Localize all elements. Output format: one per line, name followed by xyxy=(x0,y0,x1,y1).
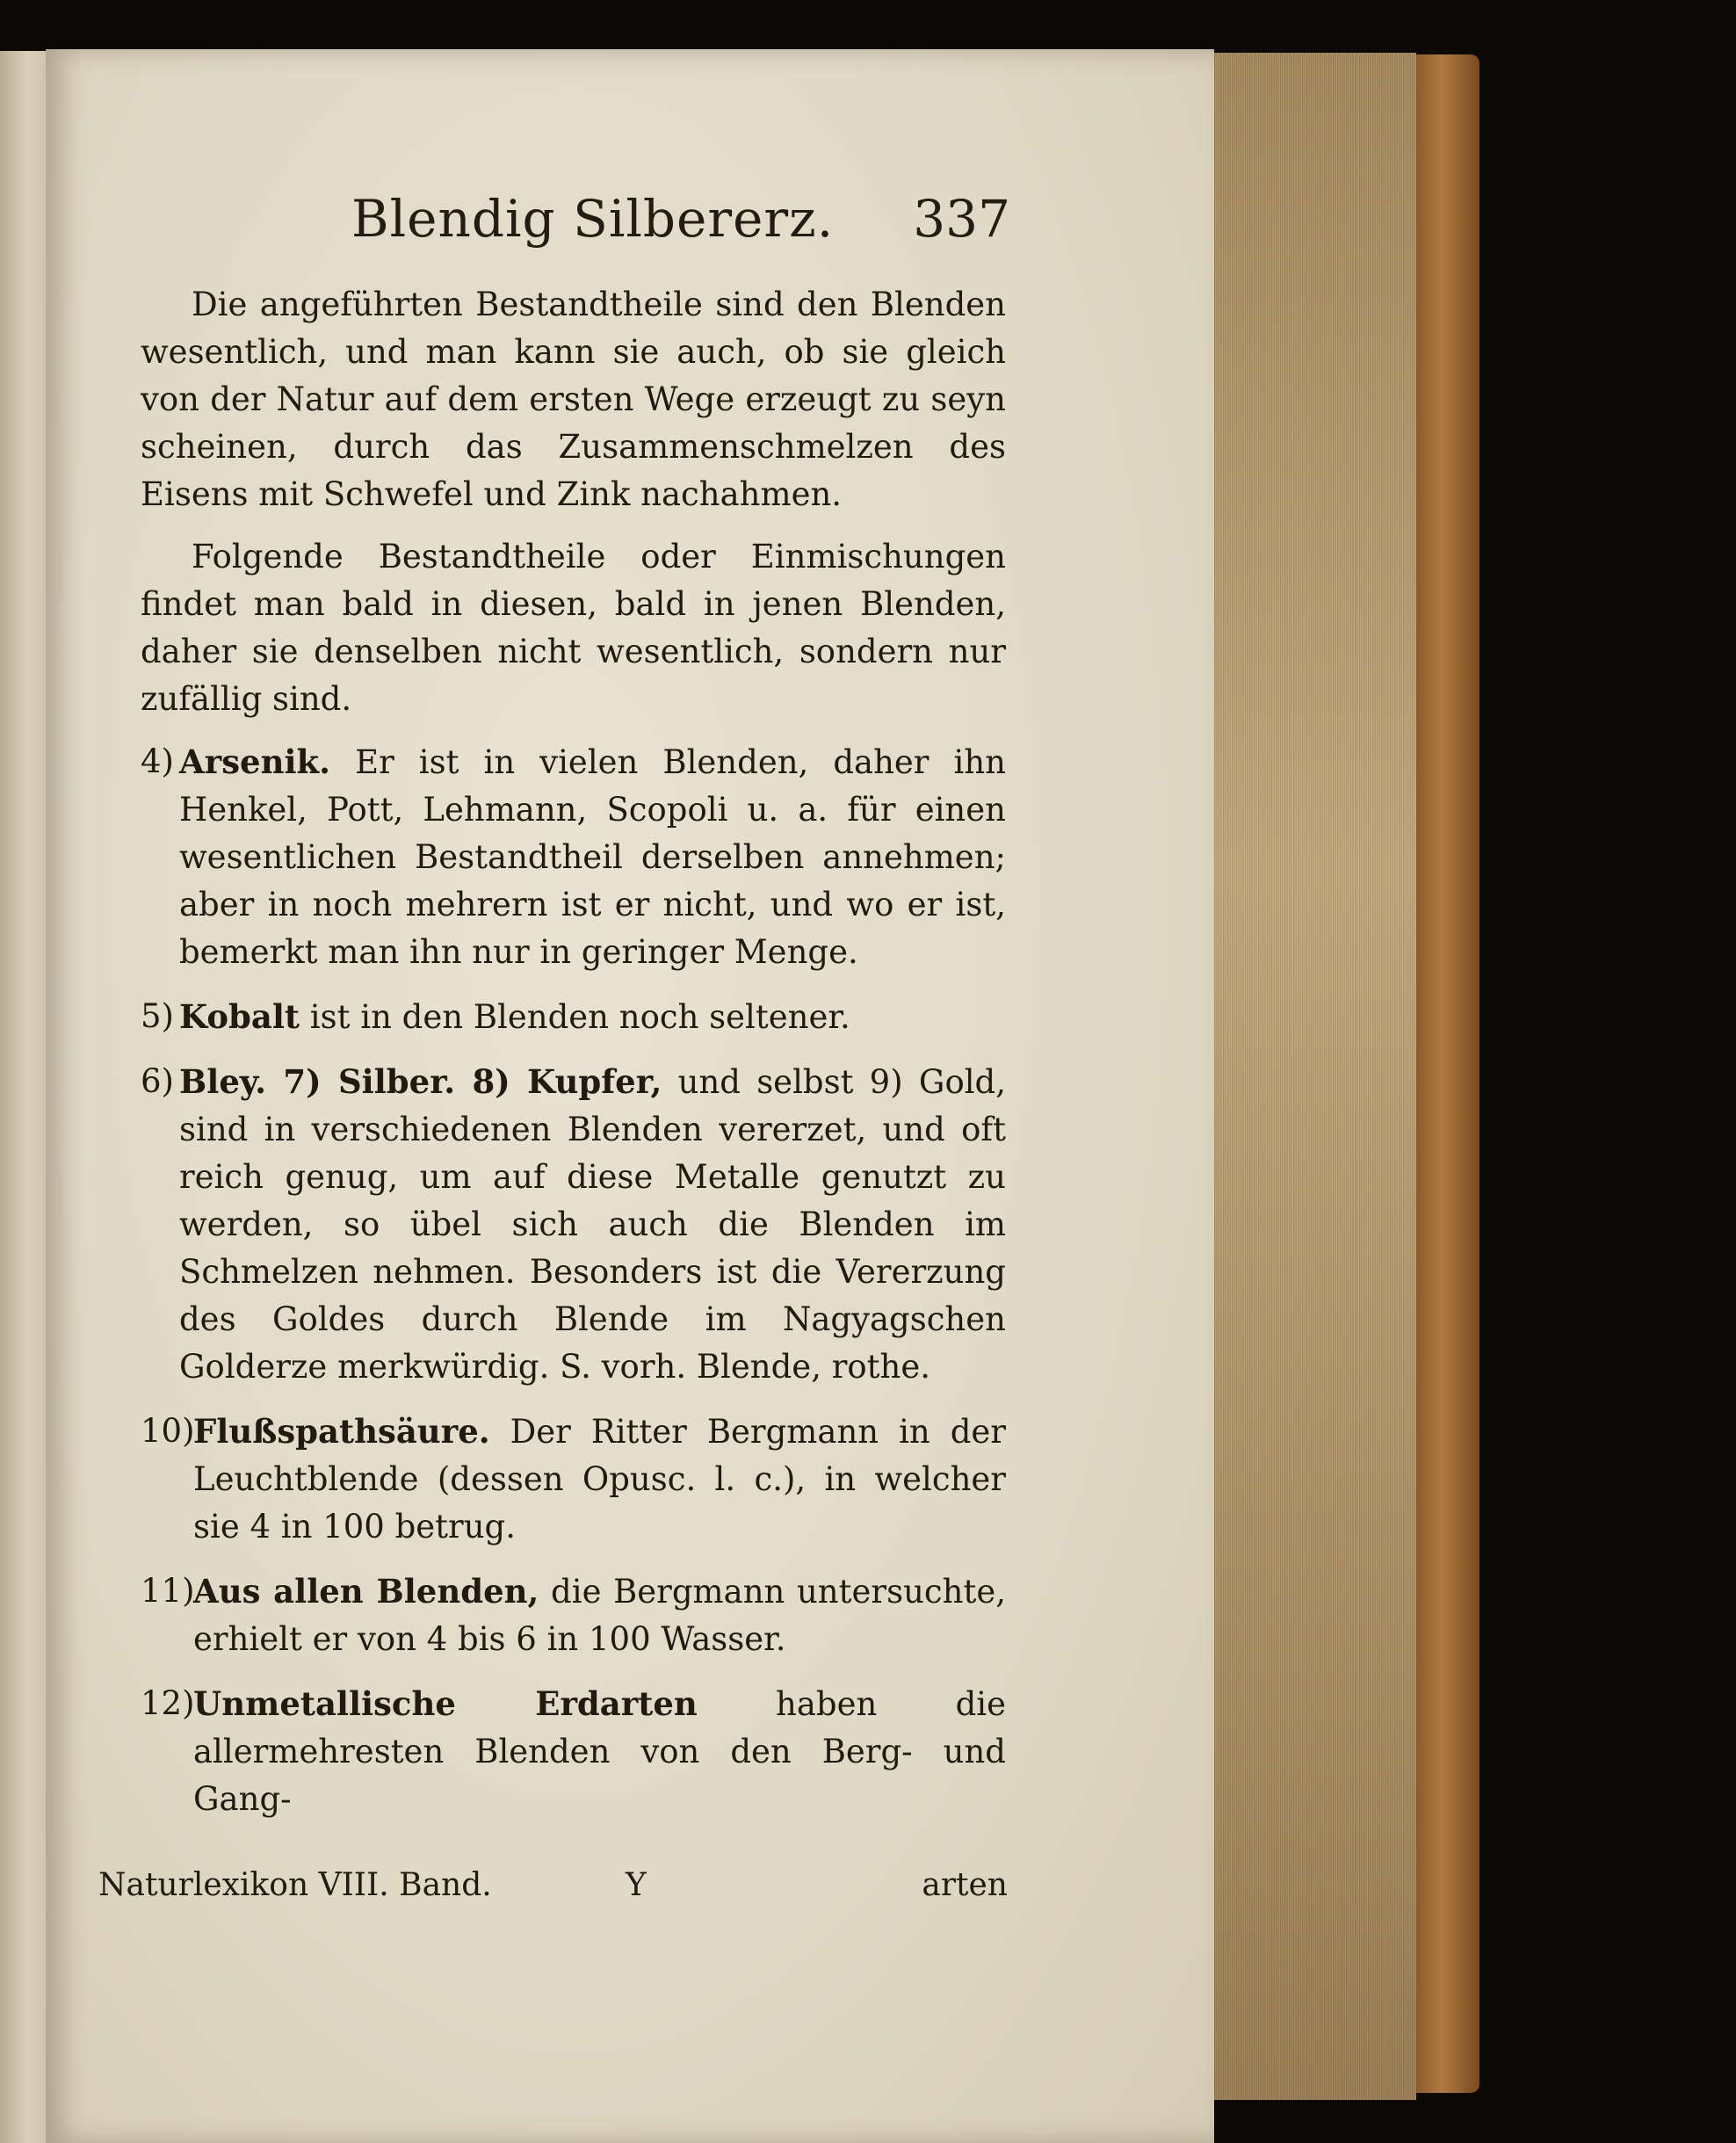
signature-title: Naturlexikon VIII. Band. xyxy=(98,1867,492,1903)
item-number: 6) xyxy=(141,1062,174,1100)
signature-mark: Y xyxy=(626,1867,647,1903)
item-text xyxy=(179,1058,1006,1391)
item-number: 5) xyxy=(141,997,174,1035)
page-header xyxy=(351,189,1010,259)
list-item xyxy=(141,1408,1006,1551)
item-text xyxy=(179,993,1006,1041)
item-text xyxy=(193,1567,1006,1663)
paragraph: Folgende Bestandtheile oder Einmischungen findet man bald in diesen, bald in jenen Blenden, daher sie denselben nicht wesentlich, sondern nur zufällig sind. xyxy=(141,538,1006,718)
item-text xyxy=(193,1408,1006,1551)
item-number: 12) xyxy=(141,1684,195,1722)
item-number: 4) xyxy=(141,742,174,780)
page-number: 337 xyxy=(913,189,1010,249)
catchword: arten xyxy=(922,1867,1008,1903)
paragraph: Die angeführten Bestandtheile sind den Blenden wesentlich, und man kann sie auch, ob sie gleich von der Natur auf dem ersten Wege erzeugt zu seyn scheinen, durch das Zusammenschmelzen des Eisens mit Schwefel und Zink nachahmen. xyxy=(141,286,1006,513)
item-heading: Unmetallische Erdarten xyxy=(193,1684,698,1723)
item-body: die Bergmann untersuchte, erhielt er von 4 bis 6 in 100 Wasser. xyxy=(193,1573,1006,1658)
item-number: 10) xyxy=(141,1412,195,1450)
item-body: ist in den Blenden noch seltener. xyxy=(309,998,850,1036)
item-number: 11) xyxy=(141,1572,195,1610)
item-body: und selbst 9) Gold, sind in verschiedenen Blenden vererzet, und oft reich genug, um auf diese Metalle genutzt zu werden, so übel sich auch die Blenden im Schmelzen nehmen. Besonders ist die Vererzung des Goldes durch Blende im Nagyagschen Golderze merkwürdig. S. vorh. Blende, rothe. xyxy=(179,1063,1007,1386)
list-item xyxy=(141,1058,1006,1391)
item-text xyxy=(179,738,1006,976)
item-heading: Kobalt xyxy=(179,997,300,1036)
list-item xyxy=(141,1567,1006,1663)
item-heading: Arsenik. xyxy=(179,742,331,781)
book-cover xyxy=(1416,54,1479,2093)
item-heading: Aus allen Blenden, xyxy=(193,1572,539,1611)
page-edges xyxy=(1214,53,1416,2100)
running-title: Blendig Silbererz. xyxy=(351,189,835,249)
item-body: Der Ritter Bergmann in der Leuchtblende (dessen Opusc. l. c.), in welcher sie 4 in 100 betrug. xyxy=(193,1413,1006,1546)
item-text xyxy=(193,1680,1006,1823)
page-footer xyxy=(98,1867,1008,1920)
item-heading: Bley. 7) Silber. 8) Kupfer, xyxy=(179,1062,662,1101)
list-item xyxy=(141,738,1006,976)
item-body: haben die allermehresten Blenden von den Berg- und Gang- xyxy=(193,1685,1006,1818)
list-item xyxy=(141,993,1006,1041)
left-page-edge xyxy=(0,51,48,2143)
list-item xyxy=(141,1680,1006,1823)
item-heading: Flußspathsäure. xyxy=(193,1412,490,1451)
page-body xyxy=(141,281,1006,1840)
item-body: Er ist in vielen Blenden, daher ihn Henkel, Pott, Lehmann, Scopoli u. a. für einen wesentlichen Bestandtheil derselben annehmen; aber in noch mehrern ist er nicht, und wo er ist, bemerkt man ihn nur in geringer Menge. xyxy=(179,743,1006,971)
